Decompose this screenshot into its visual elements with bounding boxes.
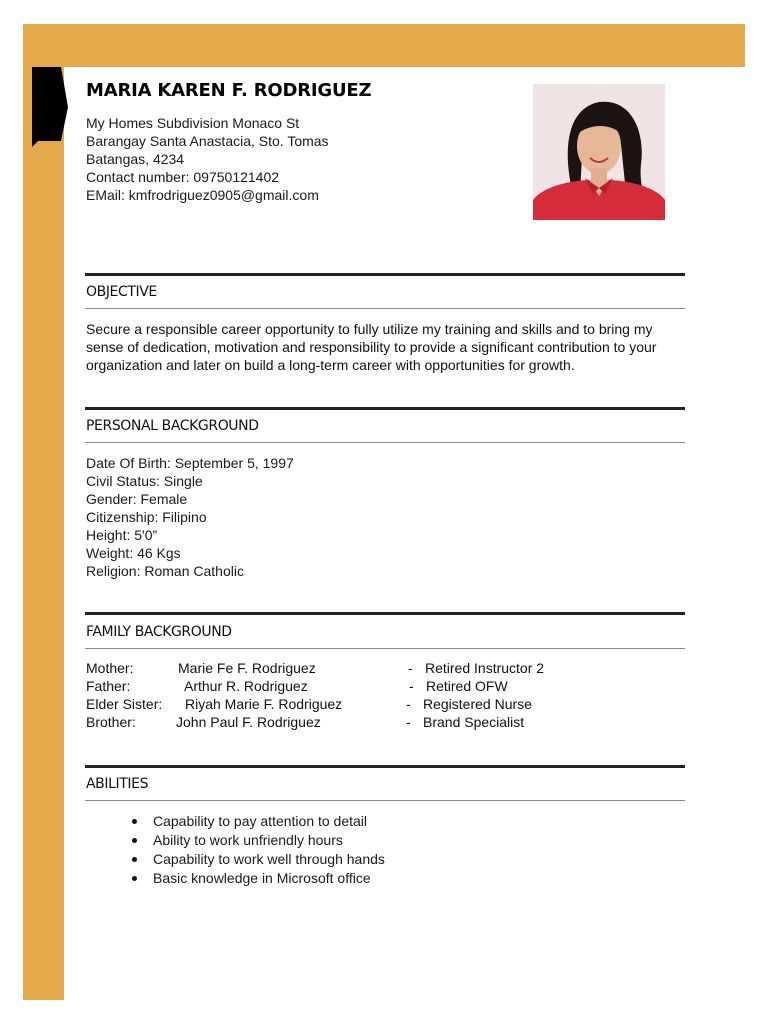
address-line: Batangas, 4234 [86, 151, 185, 167]
height: Height: 5'0” [86, 527, 158, 543]
section-underline [85, 648, 685, 649]
candidate-name: MARIA KAREN F. RODRIGUEZ [86, 80, 372, 101]
address-line: Barangay Santa Anastacia, Sto. Tomas [86, 133, 329, 149]
list-item: Capability to work well through hands [130, 850, 385, 869]
section-divider [85, 612, 685, 615]
section-underline [85, 308, 685, 309]
abilities-heading: ABILITIES [86, 776, 149, 792]
family-relation: Elder Sister: [86, 696, 163, 712]
weight: Weight: 46 Kgs [86, 545, 181, 561]
section-underline [85, 442, 685, 443]
family-relation: Mother: [86, 660, 134, 676]
family-occupation: Brand Specialist [423, 714, 525, 730]
civil-status: Civil Status: Single [86, 473, 203, 489]
list-item: Basic knowledge in Microsoft office [130, 869, 385, 888]
header-tab-marker [32, 67, 68, 147]
family-relation: Brother: [86, 714, 136, 730]
family-dash: - [408, 660, 413, 676]
family-occupation: Retired OFW [426, 678, 508, 694]
section-divider [85, 407, 685, 410]
family-member-name: Arthur R. Rodriguez [184, 678, 308, 694]
email-address: EMail: kmfrodriguez0905@gmail.com [86, 187, 319, 203]
birth-date: Date Of Birth: September 5, 1997 [86, 455, 294, 471]
family-occupation: Retired Instructor 2 [425, 660, 545, 676]
abilities-list [130, 812, 385, 888]
family-relation: Father: [86, 678, 131, 694]
list-item: Ability to work unfriendly hours [130, 831, 385, 850]
religion: Religion: Roman Catholic [86, 563, 244, 579]
objective-text: Secure a responsible career opportunity to fully utilize my training and skills and to bring my sense of dedication, motivation and responsibility to provide a significant contribution to your organization and later on build a long-term career with opportunities for growth. [86, 321, 657, 373]
profile-photo [533, 84, 665, 220]
citizenship: Citizenship: Filipino [86, 509, 207, 525]
family-member-name: Marie Fe F. Rodriguez [178, 660, 316, 676]
contact-number: Contact number: 09750121402 [86, 169, 280, 185]
objective-heading: OBJECTIVE [86, 284, 157, 300]
section-divider [85, 273, 685, 276]
list-item: Capability to pay attention to detail [130, 812, 385, 831]
family-heading: FAMILY BACKGROUND [86, 624, 232, 640]
section-underline [85, 800, 685, 801]
address-line: My Homes Subdivision Monaco St [86, 115, 300, 131]
section-divider [85, 765, 685, 768]
family-dash: - [406, 714, 411, 730]
family-member-name: Riyah Marie F. Rodriguez [185, 696, 343, 712]
contact-block [86, 114, 329, 204]
family-member-name: John Paul F. Rodriguez [176, 714, 321, 730]
gender: Gender: Female [86, 491, 188, 507]
family-dash: - [409, 678, 414, 694]
personal-details [86, 454, 294, 580]
family-occupation: Registered Nurse [423, 696, 532, 712]
family-dash: - [406, 696, 411, 712]
personal-heading: PERSONAL BACKGROUND [86, 418, 259, 434]
